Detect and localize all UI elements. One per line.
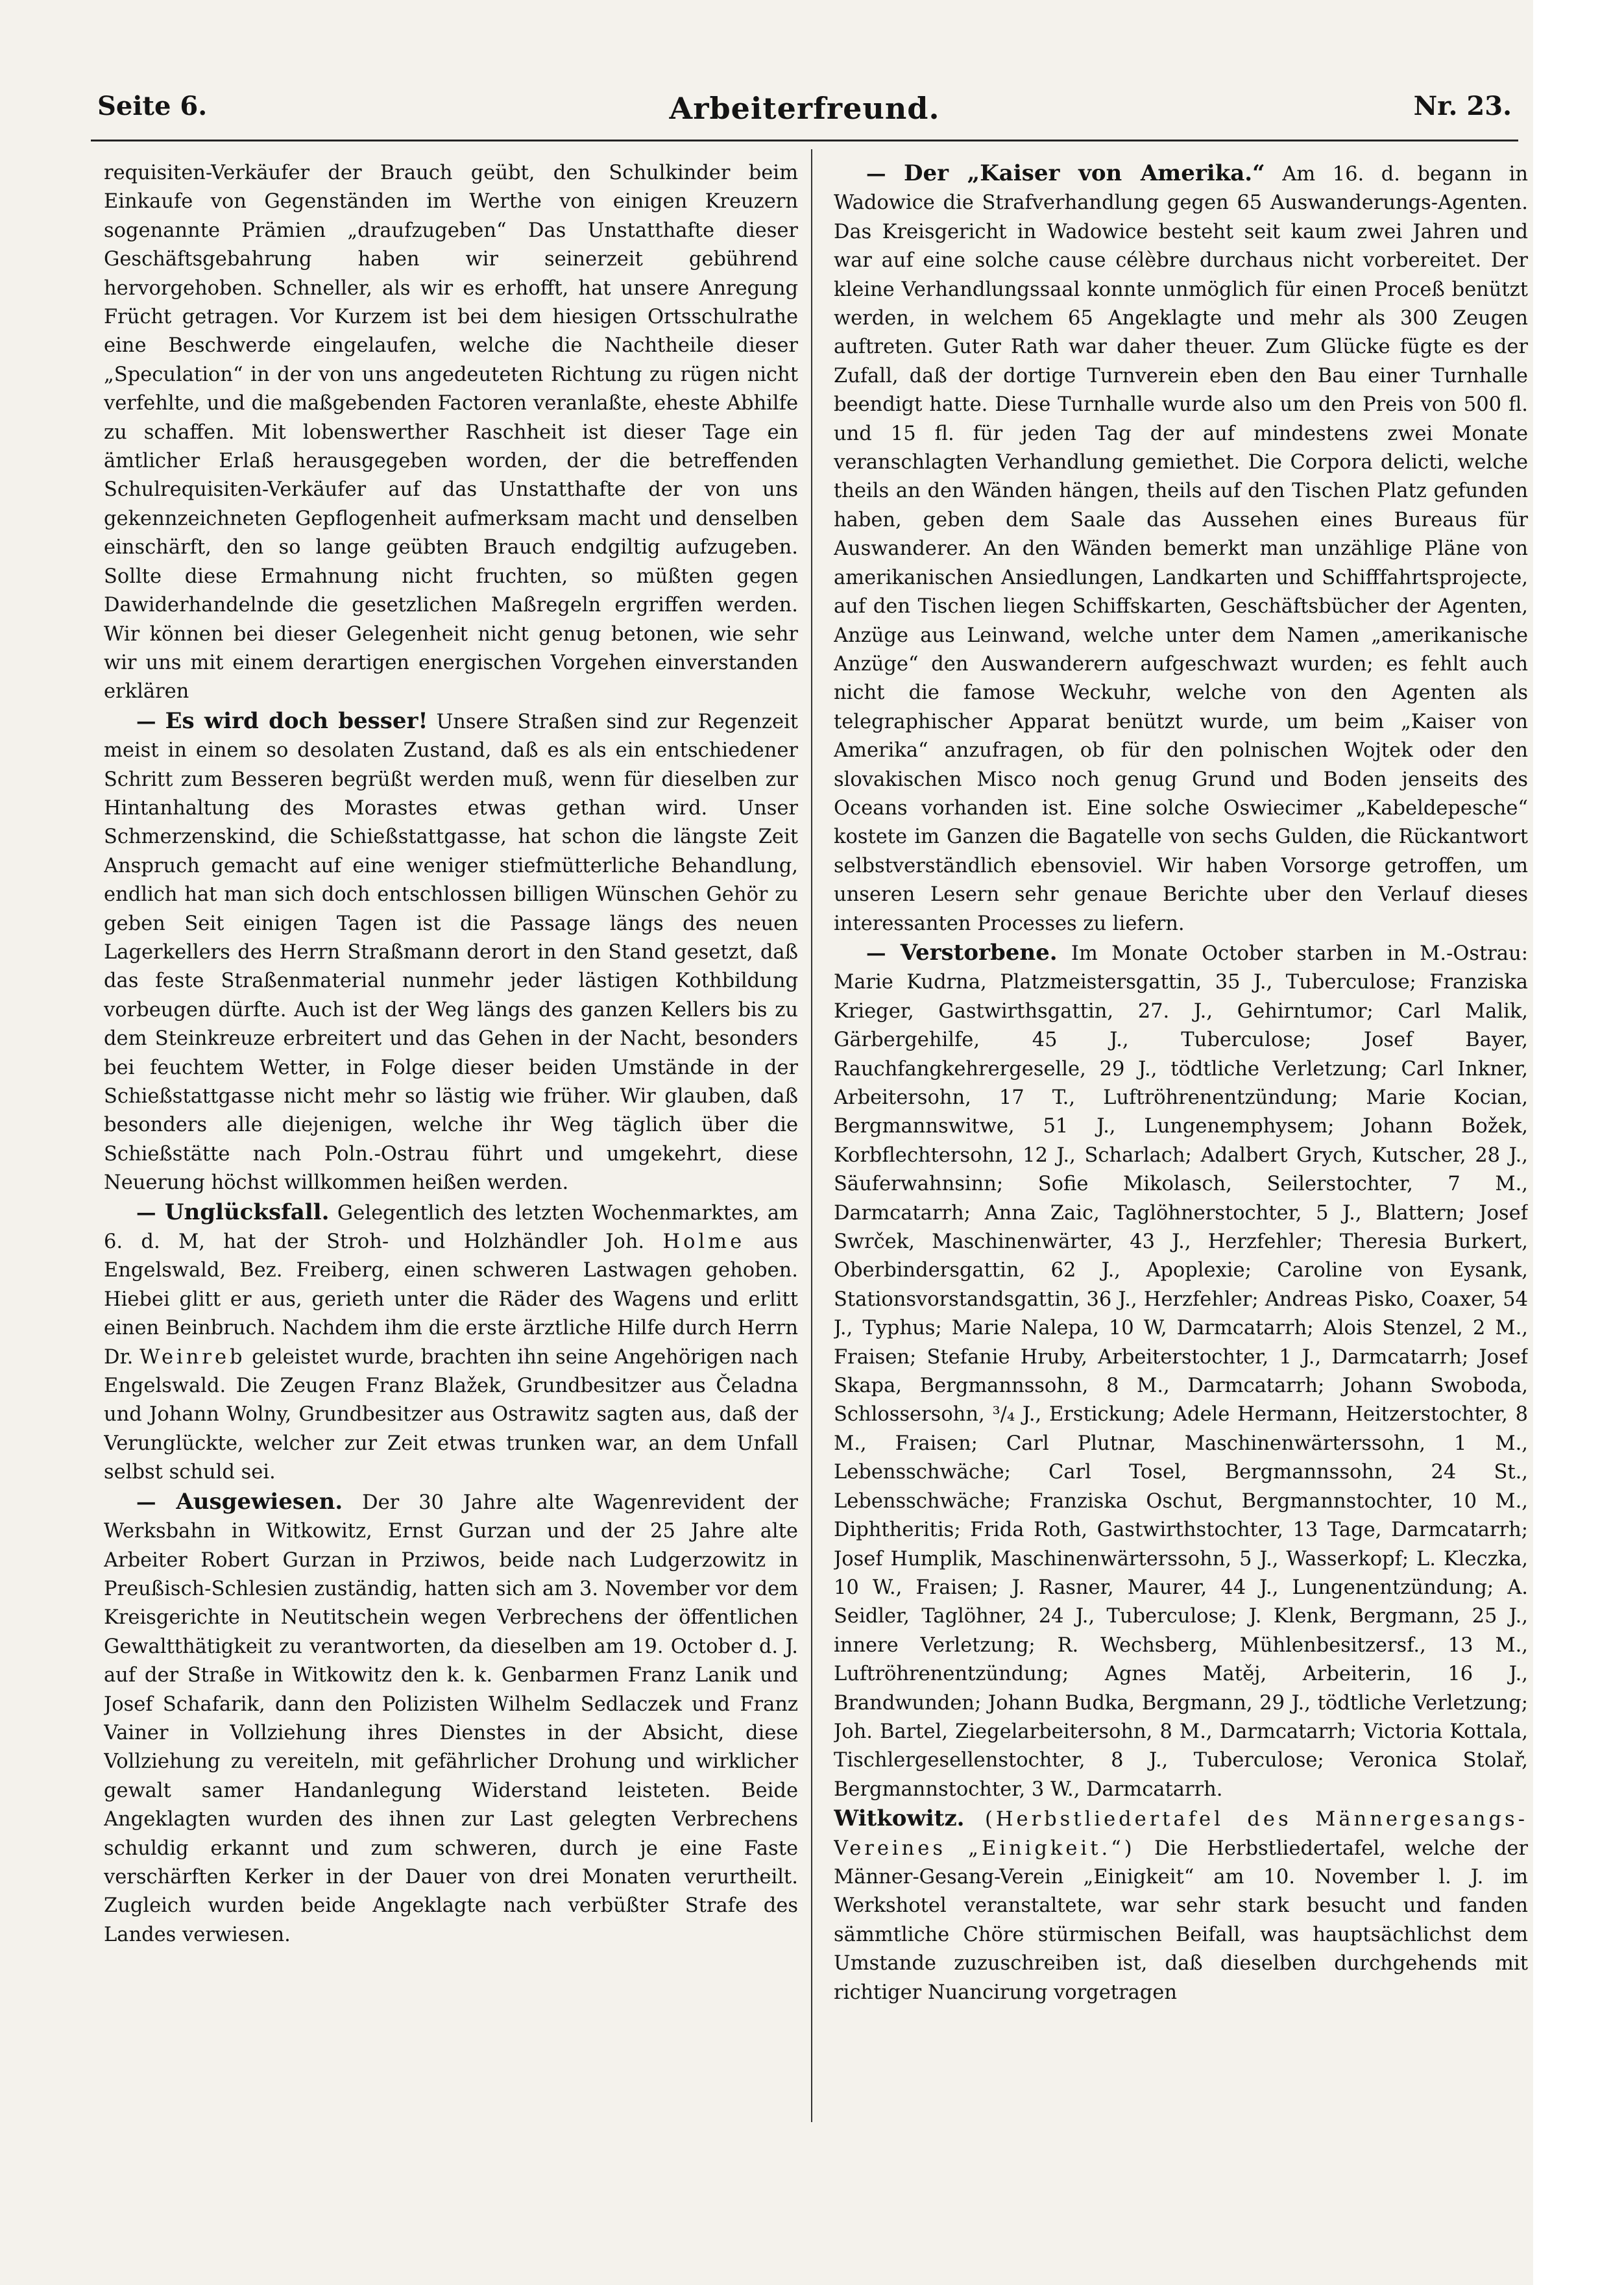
masthead-title: Arbeiterfreund. [669,91,940,126]
column-divider [811,149,812,2122]
article-kaiser-von-amerika: — Der „Kaiser von Amerika.“ Am 16. d. begann in Wadowice die Strafverhandlung gegen 65 Auswanderungs-Agenten. Das Kreisgericht in Wadowice besteht seit kaum zwei Jahren und war auf eine solche cause célèbre durchaus nicht vorbereitet. Der kleine Verhandlungssaal konnte unmöglich für einen Proceß benützt werden, in welchem 65 Angeklagte und mehr als 300 Zeugen auftreten. Guter Rath war daher theuer. Zum Glücke fügte es der Zufall, daß der dortige Turnverein eben den Bau einer Turnhalle beendigt hatte. Diese Turnhalle wurde also um den Preis von 500 fl. und 15 fl. für jeden Tag der auf mindestens zwei Monate veranschlagten Verhandlung gemiethet. Die Corpora delicti, welche theils an den Wänden hängen, theils auf den Tischen Platz gefunden haben, geben dem Saale das Aussehen eines Bureaus für Auswanderer. An den Wänden bemerkt man unzählige Pläne von amerikanischen Ansiedlungen, Landkarten und Schifffahrtsprojecte, auf den Tischen liegen Schiffskarten, Geschäftsbücher der Agenten, Anzüge aus Leinwand, welche unter dem Namen „amerikanische Anzüge“ den Auswanderern aufgeschwazt wurden; es fehlt auch nicht die famose Weckuhr, welche von den Agenten als telegraphischer Apparat benützt wurde, um beim „Kaiser von Amerika“ anzufragen, ob für den polnischen Wojtek oder den slovakischen Misco noch genug Grund und Boden jenseits des Oceans vorhanden ist. Eine solche Oswiecimer „Kabeldepesche“ kostete im Ganzen die Bagatelle von sechs Gulden, die Rückantwort selbstverständlich ebensoviel. Wir haben Vorsorge getroffen, um unseren Lesern sehr genaue Berichte uber den Verlauf dieses interessanten Processes zu liefern. [834,160,1528,935]
article-headline: Es wird doch besser! [165,707,428,734]
page-number: Seite 6. [97,91,208,121]
article-witkowitz: Witkowitz. (Herbstliedertafel des Männergesangs-Vereines „Einigkeit.“) Die Herbstliedertafel, welche der Männer-Gesang-Verein „Einigkeit“ am 10. November l. J. im Werkshotel veranstaltete, war sehr stark besucht und fanden sämmtliche Chöre stürmischen Beifall, was hauptsächlichst dem Umstande zuzuschreiben ist, daß dieselben durchgehends mit richtiger Nuancirung vorgetragen [834,1805,1528,2004]
article-expelled: — Ausgewiesen. Der 30 Jahre alte Wagenrevident der Werksbahn in Witkowitz, Ernst Gurzan und der 25 Jahre alte Arbeiter Robert Gurzan in Prziwos, beide nach Ludgerzowitz in Preußisch-Schlesien zuständig, hatten sich am 3. November vor dem Kreisgerichte in Neutitschein wegen Verbrechens der öffentlichen Gewaltthätigkeit zu verantworten, da dieselben am 19. October d. J. auf der Straße in Witkowitz den k. k. Genbarmen Franz Lanik und Josef Schafarik, dann den Polizisten Wilhelm Sedlaczek und Franz Vainer in Vollziehung ihres Dienstes in der Absicht, diese Vollziehung zu vereiteln, mit gefährlicher Drohung und wirklicher gewalt samer Handanlegung Widerstand leisteten. Beide Angeklagten wurden des ihnen zur Last gelegten Verbrechens schuldig erkannt und zum schweren, durch je eine Faste verschärften Kerker in der Dauer von drei Monaten verurtheilt. Zugleich wurden beide Angeklagte nach verbüßter Strafe des Landes verwiesen. [104,1488,798,1946]
article-headline: Verstorbene. [900,939,1058,966]
article-headline: Witkowitz. [834,1805,965,1832]
left-column [104,159,798,2138]
article-streets: — Es wird doch besser! Unsere Straßen sind zur Regenzeit meist in einem so desolaten Zustand, daß es als ein entschiedener Schritt zum Besseren begrüßt werden muß, wenn für dieselben zur Hintanhaltung des Morastes etwas gethan wird. Unser Schmerzenskind, die Schießstattgasse, hat schon die längste Zeit Anspruch gemacht auf eine weniger stiefmütterliche Behandlung, endlich hat man sich doch entschlossen billigen Wünschen Gehör zu geben Seit einigen Tagen ist die Passage längs des neuen Lagerkellers des Herrn Straßmann derort in den Stand gesetzt, daß das feste Straßenmaterial nunmehr jeder lästigen Kothbildung vorbeugen dürfte. Auch ist der Weg längs des ganzen Kellers bis zu dem Steinkreuze erbreitert und das Gehen in der Nacht, besonders bei feuchtem Wetter, in Folge dieser beiden Umstände in der Schießstattgasse nicht mehr so lästig wie früher. Wir glauben, daß besonders alle diejenigen, welche ihr Weg täglich über die Schießstätte nach Poln.-Ostrau führt und umgekehrt, diese Neuerung höchst willkommen heißen werden. [104,707,798,1195]
header-rule [91,140,1518,141]
page-header [97,91,1512,136]
article-headline: Ausgewiesen. [176,1488,343,1515]
article-accident: — Unglücksfall. Gelegentlich des letzten Wochenmarktes, am 6. d. M, hat der Stroh- und Holzhändler Joh. Holme aus Engelswald, Bez. Freiberg, einen schweren Lastwagen gehoben. Hiebei glitt er aus, gerieth unter die Räder des Wagens und erlitt einen Beinbruch. Nachdem ihm die erste ärztliche Hilfe durch Herrn Dr. Weinreb geleistet wurde, brachten ihn seine Angehörigen nach Engelswald. Die Zeugen Franz Blažek, Grundbesitzer aus Čeladna und Johann Wolny, Grundbesitzer aus Ostrawitz sagten aus, daß der Verunglückte, welcher zur Zeit etwas trunken war, an dem Unfall selbst schuld sei. [104,1199,798,1484]
article-headline: Der „Kaiser von Amerika.“ [903,160,1265,186]
right-column [834,159,1528,2138]
scan-margin [1533,0,1624,2285]
article-deceased: — Verstorbene. Im Monate October starben in M.-Ostrau: Marie Kudrna, Platzmeistersgattin, 35 J., Tuberculose; Franziska Krieger, Gastwirthsgattin, 27. J., Gehirntumor; Carl Malik, Gärbergehilfe, 45 J., Tuberculose; Josef Bayer, Rauchfangkehrergeselle, 29 J., tödtliche Verletzung; Carl Inkner, Arbeitersohn, 17 T., Luftröhrenentzündung; Marie Kocian, Bergmannswitwe, 51 J., Lungenemphysem; Johann Božek, Korbflechtersohn, 12 J., Scharlach; Adalbert Grych, Kutscher, 28 J., Säuferwahnsinn; Sofie Mikolasch, Seilerstochter, 7 M., Darmcatarrh; Anna Zaic, Taglöhnerstochter, 5 J., Blattern; Josef Swrček, Maschinenwärter, 43 J., Herzfehler; Theresia Burkert, Oberbindersgattin, 62 J., Apoplexie; Caroline von Eysank, Stationsvorstandsgattin, 36 J., Herzfehler; Andreas Pisko, Coaxer, 54 J., Typhus; Marie Nalepa, 10 W, Darmcatarrh; Alois Stenzel, 2 M., Fraisen; Stefanie Hruby, Arbeiterstochter, 1 J., Darmcatarrh; Josef Skapa, Bergmannssohn, 8 M., Darmcatarrh; Johann Swoboda, Schlossersohn, ³/₄ J., Erstickung; Adele Hermann, Heitzerstochter, 8 M., Fraisen; Carl Plutnar, Maschinenwärterssohn, 1 M., Lebensschwäche; Carl Tosel, Bergmannssohn, 24 St., Lebensschwäche; Franziska Oschut, Bergmannstochter, 10 M., Diphtheritis; Frida Roth, Gastwirthstochter, 13 Tage, Darmcatarrh; Josef Humplik, Maschinenwärterssohn, 5 J., Wasserkopf; L. Kleczka, 10 W., Fraisen; J. Rasner, Maurer, 44 J., Lungenentzündung; A. Seidler, Taglöhner, 24 J., Tuberculose; J. Klenk, Bergmann, 25 J., innere Verletzung; R. Wechsberg, Mühlenbesitzersf., 13 M., Luftröhrenentzündung; Agnes Matěj, Arbeiterin, 16 J., Brandwunden; Johann Budka, Bergmann, 29 J., tödtliche Verletzung; Joh. Bartel, Ziegelarbeitersohn, 8 M., Darmcatarrh; Victoria Kottala, Tischlergesellenstochter, 8 J., Tuberculose; Veronica Stolař, Bergmannstochter, 3 W., Darmcatarrh. [834,939,1528,1801]
issue-number: Nr. 23. [1413,91,1512,121]
article-headline: Unglücksfall. [164,1199,330,1225]
article-school-requisites: requisiten-Verkäufer der Brauch geübt, den Schulkinder beim Einkaufe von Gegenständen im Werthe von einigen Kreuzern sogenannte Prämien „draufzugeben“ Das Unstatthafte dieser Geschäftsgebahrung haben wir seinerzeit gebührend hervorgehoben. Schneller, als wir es erhofft, hat unsere Anregung Frücht getragen. Vor Kurzem ist bei dem hiesigen Ortsschulrathe eine Beschwerde eingelaufen, welche die Nachtheile dieser „Speculation“ in der von uns angedeuteten Richtung zu rügen nicht verfehlte, und die maßgebenden Factoren veranlaßte, eheste Abhilfe zu schaffen. Mit lobenswerther Raschheit ist dieser Tage ein ämtlicher Erlaß herausgegeben worden, der die betreffenden Schulrequisiten-Verkäufer auf das Unstatthafte der von uns gekennzeichneten Gepflogenheit aufmerksam macht und denselben einschärft, den so lange geübten Brauch endgiltig aufzugeben. Sollte diese Ermahnung nicht fruchten, so müßten gegen Dawiderhandelnde die gesetzlichen Maßregeln ergriffen werden. Wir können bei dieser Gelegenheit nicht genug betonen, wie sehr wir uns mit einem derartigen energischen Vorgehen einverstanden erklären [104,162,798,703]
